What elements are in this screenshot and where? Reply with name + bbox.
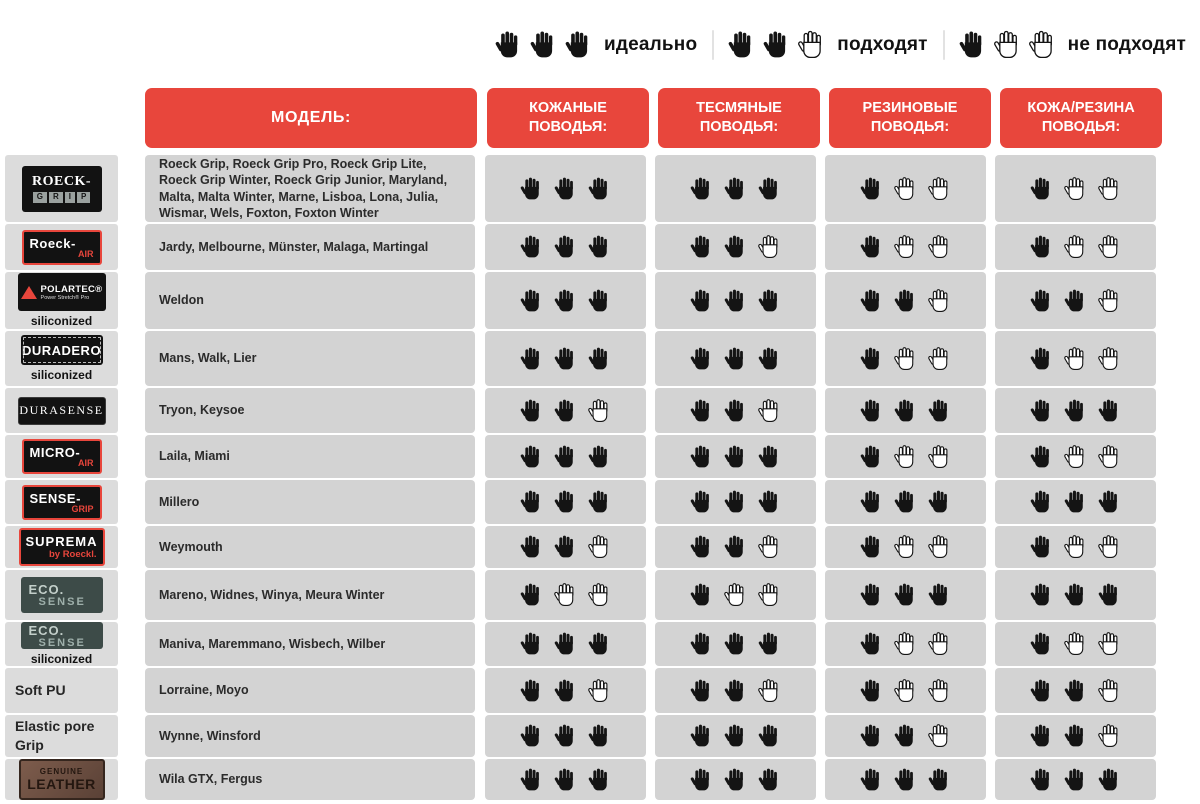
rating-cell-webbing-reins	[655, 435, 816, 478]
rating-cell-leather-reins	[485, 759, 646, 800]
hand-filled-icon	[555, 289, 576, 313]
rating-cell-leather-rubber-reins	[995, 272, 1156, 329]
model-names-cell: Maniva, Maremmano, Wisbech, Wilber	[145, 622, 475, 666]
rating-cell-leather-rubber-reins	[995, 480, 1156, 524]
rating-cell-webbing-reins	[655, 570, 816, 620]
hand-outline-icon	[1065, 632, 1086, 656]
legend-item-not-suitable	[960, 31, 1186, 59]
hand-filled-icon	[589, 235, 610, 259]
hand-filled-icon	[861, 289, 882, 313]
hand-filled-icon	[555, 445, 576, 469]
table-row	[145, 272, 1165, 329]
hand-filled-icon	[895, 490, 916, 514]
hand-outline-icon	[929, 632, 950, 656]
model-names-cell: Mans, Walk, Lier	[145, 331, 475, 386]
hand-filled-icon	[764, 31, 789, 59]
hand-outline-icon	[895, 535, 916, 559]
hand-filled-icon	[589, 177, 610, 201]
hand-outline-icon	[929, 679, 950, 703]
model-names-cell: Wynne, Winsford	[145, 715, 475, 757]
hand-filled-icon	[1065, 724, 1086, 748]
hand-filled-icon	[725, 632, 746, 656]
rating-cell-rubber-reins	[825, 435, 986, 478]
hand-filled-icon	[1099, 768, 1120, 792]
hand-filled-icon	[960, 31, 985, 59]
model-names-cell: Laila, Miami	[145, 435, 475, 478]
hand-outline-icon	[589, 679, 610, 703]
rating-cell-leather-reins	[485, 155, 646, 222]
hand-filled-icon	[1065, 768, 1086, 792]
hand-filled-icon	[691, 289, 712, 313]
hand-filled-icon	[521, 289, 542, 313]
table-row	[145, 480, 1165, 524]
hand-filled-icon	[1065, 679, 1086, 703]
durasense-logo: DURASENSE	[18, 397, 106, 425]
legend-label: идеально	[603, 34, 698, 55]
rating-cell-leather-rubber-reins	[995, 715, 1156, 757]
hand-filled-icon	[861, 347, 882, 371]
rating-cell-leather-reins	[485, 526, 646, 568]
hand-filled-icon	[929, 583, 950, 607]
rating-cell-leather-rubber-reins	[995, 668, 1156, 713]
hand-outline-icon	[589, 535, 610, 559]
rating-cell-rubber-reins	[825, 272, 986, 329]
hand-outline-icon	[1099, 535, 1120, 559]
hand-filled-icon	[566, 31, 591, 59]
model-names-cell: Wila GTX, Fergus	[145, 759, 475, 800]
hand-filled-icon	[861, 177, 882, 201]
hand-filled-icon	[555, 679, 576, 703]
hand-filled-icon	[589, 445, 610, 469]
hand-filled-icon	[691, 724, 712, 748]
table-row	[145, 331, 1165, 386]
model-names-cell: Tryon, Keysoe	[145, 388, 475, 433]
rating-cell-rubber-reins	[825, 668, 986, 713]
sidebar-item-sense-grip	[5, 480, 118, 524]
legend-divider	[943, 30, 945, 60]
rating-cell-webbing-reins	[655, 526, 816, 568]
table-row	[145, 622, 1165, 666]
hand-outline-icon	[1099, 632, 1120, 656]
legend-item-ideal	[496, 31, 697, 59]
hand-outline-icon	[759, 583, 780, 607]
rating-cell-leather-rubber-reins	[995, 155, 1156, 222]
hand-filled-icon	[759, 445, 780, 469]
column-header-model	[145, 88, 477, 148]
hand-filled-icon	[521, 724, 542, 748]
hand-filled-icon	[725, 535, 746, 559]
hand-filled-icon	[861, 679, 882, 703]
hand-filled-icon	[691, 235, 712, 259]
hand-filled-icon	[691, 445, 712, 469]
hand-filled-icon	[895, 583, 916, 607]
hand-filled-icon	[1031, 679, 1052, 703]
rating-cell-leather-rubber-reins	[995, 388, 1156, 433]
sidebar-item-suprema	[5, 526, 118, 568]
table-row	[145, 224, 1165, 270]
hand-outline-icon	[895, 347, 916, 371]
hand-filled-icon	[1031, 490, 1052, 514]
hand-outline-icon	[589, 399, 610, 423]
rating-cell-webbing-reins	[655, 480, 816, 524]
siliconized-label: siliconized	[30, 652, 93, 666]
hand-filled-icon	[521, 583, 542, 607]
hand-filled-icon	[691, 535, 712, 559]
sidebar-item-soft-pu	[5, 668, 118, 713]
hand-outline-icon	[895, 177, 916, 201]
hand-filled-icon	[555, 724, 576, 748]
hand-filled-icon	[589, 768, 610, 792]
hand-filled-icon	[521, 177, 542, 201]
legend-label: подходят	[837, 34, 928, 55]
hand-outline-icon	[895, 235, 916, 259]
rating-cell-webbing-reins	[655, 622, 816, 666]
hand-filled-icon	[691, 399, 712, 423]
hand-filled-icon	[725, 679, 746, 703]
column-header-leather-rubber-reins: КОЖА/РЕЗИНА ПОВОДЬЯ:	[1000, 88, 1162, 148]
table-row	[145, 388, 1165, 433]
hand-filled-icon	[521, 535, 542, 559]
hand-outline-icon	[1065, 535, 1086, 559]
rating-cell-rubber-reins	[825, 622, 986, 666]
hand-filled-icon	[729, 31, 754, 59]
rating-cell-rubber-reins	[825, 526, 986, 568]
hand-outline-icon	[555, 583, 576, 607]
rating-cell-webbing-reins	[655, 388, 816, 433]
rating-cell-leather-rubber-reins	[995, 224, 1156, 270]
hand-filled-icon	[759, 768, 780, 792]
table-row	[145, 668, 1165, 713]
hand-filled-icon	[555, 632, 576, 656]
hand-outline-icon	[929, 177, 950, 201]
hand-filled-icon	[1031, 445, 1052, 469]
hand-outline-icon	[1099, 445, 1120, 469]
legend-hands	[729, 31, 824, 59]
table-row	[145, 759, 1165, 800]
hand-filled-icon	[1031, 347, 1052, 371]
material-label: Soft PU	[15, 682, 66, 699]
model-names-cell: Lorraine, Moyo	[145, 668, 475, 713]
hand-outline-icon	[1065, 235, 1086, 259]
hand-filled-icon	[531, 31, 556, 59]
rating-cell-webbing-reins	[655, 668, 816, 713]
hand-outline-icon	[759, 399, 780, 423]
hand-filled-icon	[1099, 490, 1120, 514]
rating-cell-leather-reins	[485, 570, 646, 620]
hand-filled-icon	[691, 177, 712, 201]
sidebar-item-genuine-leather	[5, 759, 118, 800]
hand-filled-icon	[725, 177, 746, 201]
hand-filled-icon	[521, 347, 542, 371]
column-header-webbing-reins: ТЕСМЯНЫЕ ПОВОДЬЯ:	[658, 88, 820, 148]
column-header-rubber-reins: РЕЗИНОВЫЕ ПОВОДЬЯ:	[829, 88, 991, 148]
hand-filled-icon	[521, 679, 542, 703]
hand-filled-icon	[895, 724, 916, 748]
hand-filled-icon	[1099, 399, 1120, 423]
suprema-logo: SUPREMA by Roeckl.	[19, 528, 105, 566]
hand-outline-icon	[995, 31, 1020, 59]
hand-filled-icon	[521, 235, 542, 259]
hand-filled-icon	[725, 768, 746, 792]
hand-filled-icon	[1031, 583, 1052, 607]
rating-cell-leather-reins	[485, 480, 646, 524]
hand-filled-icon	[691, 583, 712, 607]
hand-filled-icon	[759, 490, 780, 514]
rating-cell-leather-reins	[485, 435, 646, 478]
hand-filled-icon	[521, 445, 542, 469]
sense-grip-logo: SENSE- GRIP	[22, 485, 102, 520]
rating-cell-webbing-reins	[655, 224, 816, 270]
hand-outline-icon	[725, 583, 746, 607]
rating-cell-rubber-reins	[825, 570, 986, 620]
hand-filled-icon	[1065, 399, 1086, 423]
table-row	[145, 435, 1165, 478]
hand-filled-icon	[691, 632, 712, 656]
hand-outline-icon	[929, 724, 950, 748]
hand-filled-icon	[555, 177, 576, 201]
rating-cell-leather-rubber-reins	[995, 570, 1156, 620]
model-names-cell: Weldon	[145, 272, 475, 329]
hand-outline-icon	[589, 583, 610, 607]
hand-filled-icon	[861, 535, 882, 559]
sidebar-item-micro-air	[5, 435, 118, 478]
hand-filled-icon	[589, 347, 610, 371]
rating-cell-leather-reins	[485, 224, 646, 270]
rating-cell-leather-reins	[485, 388, 646, 433]
sidebar-item-polartec-power-stretch	[5, 272, 118, 329]
rating-cell-rubber-reins	[825, 388, 986, 433]
hand-filled-icon	[1031, 724, 1052, 748]
polartec-logo: POLARTEC® Power Stretch® Pro	[18, 273, 106, 311]
rating-cell-leather-rubber-reins	[995, 331, 1156, 386]
hand-filled-icon	[1099, 583, 1120, 607]
hand-filled-icon	[555, 347, 576, 371]
hand-filled-icon	[589, 724, 610, 748]
hand-outline-icon	[1065, 177, 1086, 201]
hand-outline-icon	[895, 445, 916, 469]
table-row	[145, 570, 1165, 620]
material-label: Elastic pore Grip	[15, 718, 95, 753]
hand-filled-icon	[555, 535, 576, 559]
hand-filled-icon	[521, 632, 542, 656]
siliconized-label: siliconized	[30, 314, 93, 328]
hand-filled-icon	[861, 583, 882, 607]
sidebar-item-eco-sense-siliconized	[5, 622, 118, 666]
polartec-triangle-icon	[21, 286, 37, 299]
rating-cell-rubber-reins	[825, 759, 986, 800]
sidebar-item-durasense	[5, 388, 118, 433]
roeck-air-logo: Roeck- AIR	[22, 230, 102, 265]
hand-filled-icon	[496, 31, 521, 59]
model-names-cell: Weymouth	[145, 526, 475, 568]
hand-filled-icon	[929, 768, 950, 792]
micro-air-logo: MICRO- AIR	[22, 439, 102, 474]
genuine-leather-patch: GENUINE LEATHER	[19, 759, 105, 800]
hand-filled-icon	[861, 235, 882, 259]
legend-item-suitable	[729, 31, 927, 59]
hand-outline-icon	[799, 31, 824, 59]
rating-cell-rubber-reins	[825, 224, 986, 270]
eco-sense-logo: ECO. SENSE	[21, 622, 103, 649]
hand-outline-icon	[929, 289, 950, 313]
hand-filled-icon	[555, 490, 576, 514]
model-names-cell: Mareno, Widnes, Winya, Meura Winter	[145, 570, 475, 620]
hand-filled-icon	[759, 724, 780, 748]
materials-sidebar	[5, 155, 118, 802]
hand-filled-icon	[725, 445, 746, 469]
hand-filled-icon	[861, 724, 882, 748]
hand-outline-icon	[1099, 347, 1120, 371]
rating-cell-leather-reins	[485, 668, 646, 713]
hand-filled-icon	[691, 490, 712, 514]
hand-filled-icon	[1065, 289, 1086, 313]
rating-cell-leather-reins	[485, 331, 646, 386]
hand-filled-icon	[725, 724, 746, 748]
hand-filled-icon	[1031, 289, 1052, 313]
sidebar-item-elastic-pore-grip	[5, 715, 118, 757]
hand-outline-icon	[929, 235, 950, 259]
hand-filled-icon	[521, 490, 542, 514]
hand-filled-icon	[725, 235, 746, 259]
hand-outline-icon	[1030, 31, 1055, 59]
hand-filled-icon	[759, 632, 780, 656]
siliconized-label: siliconized	[30, 368, 93, 382]
roeck-grip-logo: ROECK- G R I P	[22, 166, 102, 212]
sidebar-item-eco-sense	[5, 570, 118, 620]
rating-cell-webbing-reins	[655, 715, 816, 757]
hand-filled-icon	[759, 289, 780, 313]
table-body	[145, 155, 1165, 802]
rating-cell-rubber-reins	[825, 155, 986, 222]
rating-cell-leather-rubber-reins	[995, 435, 1156, 478]
hand-outline-icon	[895, 632, 916, 656]
hand-filled-icon	[691, 768, 712, 792]
column-header-model-label: МОДЕЛЬ:	[271, 109, 351, 126]
hand-filled-icon	[555, 768, 576, 792]
hand-filled-icon	[1065, 583, 1086, 607]
hand-filled-icon	[1031, 177, 1052, 201]
model-names-cell: Millero	[145, 480, 475, 524]
rating-cell-webbing-reins	[655, 272, 816, 329]
table-row	[145, 715, 1165, 757]
legend-label: не подходят	[1067, 34, 1186, 55]
legend-divider	[712, 30, 714, 60]
legend	[496, 30, 1186, 60]
rating-cell-rubber-reins	[825, 715, 986, 757]
hand-filled-icon	[555, 399, 576, 423]
hand-outline-icon	[759, 235, 780, 259]
rating-cell-webbing-reins	[655, 759, 816, 800]
hand-outline-icon	[759, 679, 780, 703]
eco-sense-logo: ECO. SENSE	[21, 577, 103, 613]
hand-filled-icon	[929, 490, 950, 514]
hand-filled-icon	[1031, 632, 1052, 656]
hand-filled-icon	[861, 445, 882, 469]
hand-outline-icon	[929, 535, 950, 559]
hand-filled-icon	[725, 347, 746, 371]
hand-filled-icon	[759, 347, 780, 371]
hand-filled-icon	[1031, 535, 1052, 559]
hand-filled-icon	[589, 490, 610, 514]
legend-hands	[496, 31, 591, 59]
rating-cell-rubber-reins	[825, 480, 986, 524]
hand-filled-icon	[1031, 399, 1052, 423]
hand-outline-icon	[1099, 289, 1120, 313]
hand-filled-icon	[759, 177, 780, 201]
rating-cell-leather-rubber-reins	[995, 759, 1156, 800]
rating-cell-leather-rubber-reins	[995, 526, 1156, 568]
sidebar-item-roeck-grip	[5, 155, 118, 222]
hand-outline-icon	[1065, 347, 1086, 371]
hand-filled-icon	[861, 768, 882, 792]
hand-filled-icon	[929, 399, 950, 423]
hand-filled-icon	[589, 289, 610, 313]
hand-outline-icon	[1065, 445, 1086, 469]
legend-hands	[960, 31, 1055, 59]
rating-cell-webbing-reins	[655, 155, 816, 222]
hand-filled-icon	[1031, 768, 1052, 792]
table-row	[145, 526, 1165, 568]
hand-filled-icon	[725, 399, 746, 423]
hand-filled-icon	[895, 289, 916, 313]
hand-outline-icon	[1099, 177, 1120, 201]
table-header-row	[145, 88, 1171, 148]
table-row	[145, 155, 1165, 222]
hand-filled-icon	[861, 490, 882, 514]
hand-filled-icon	[861, 632, 882, 656]
column-header-leather-reins: КОЖАНЫЕ ПОВОДЬЯ:	[487, 88, 649, 148]
hand-filled-icon	[555, 235, 576, 259]
rating-cell-webbing-reins	[655, 331, 816, 386]
hand-filled-icon	[691, 679, 712, 703]
hand-outline-icon	[929, 445, 950, 469]
hand-outline-icon	[1099, 679, 1120, 703]
duradero-logo: DURADERO	[21, 335, 103, 365]
model-names-cell: Jardy, Melbourne, Münster, Malaga, Martingal	[145, 224, 475, 270]
hand-filled-icon	[1065, 490, 1086, 514]
model-names-cell: Roeck Grip, Roeck Grip Pro, Roeck Grip Lite, Roeck Grip Winter, Roeck Grip Junior, Maryland, Malta, Malta Winter, Marne, Lisboa, Lona, Julia, Wismar, Wels, Foxton, Foxton Winter	[145, 155, 475, 222]
hand-outline-icon	[1099, 235, 1120, 259]
hand-filled-icon	[1031, 235, 1052, 259]
sidebar-item-duradero	[5, 331, 118, 386]
hand-filled-icon	[725, 490, 746, 514]
rating-cell-leather-reins	[485, 622, 646, 666]
rating-cell-leather-reins	[485, 715, 646, 757]
hand-outline-icon	[929, 347, 950, 371]
rating-cell-rubber-reins	[825, 331, 986, 386]
hand-filled-icon	[725, 289, 746, 313]
hand-filled-icon	[521, 768, 542, 792]
hand-filled-icon	[895, 768, 916, 792]
hand-outline-icon	[895, 679, 916, 703]
rating-cell-leather-rubber-reins	[995, 622, 1156, 666]
hand-filled-icon	[691, 347, 712, 371]
rating-cell-leather-reins	[485, 272, 646, 329]
hand-filled-icon	[861, 399, 882, 423]
hand-outline-icon	[759, 535, 780, 559]
sidebar-item-roeck-air	[5, 224, 118, 270]
hand-filled-icon	[895, 399, 916, 423]
hand-filled-icon	[589, 632, 610, 656]
hand-filled-icon	[521, 399, 542, 423]
hand-outline-icon	[1099, 724, 1120, 748]
